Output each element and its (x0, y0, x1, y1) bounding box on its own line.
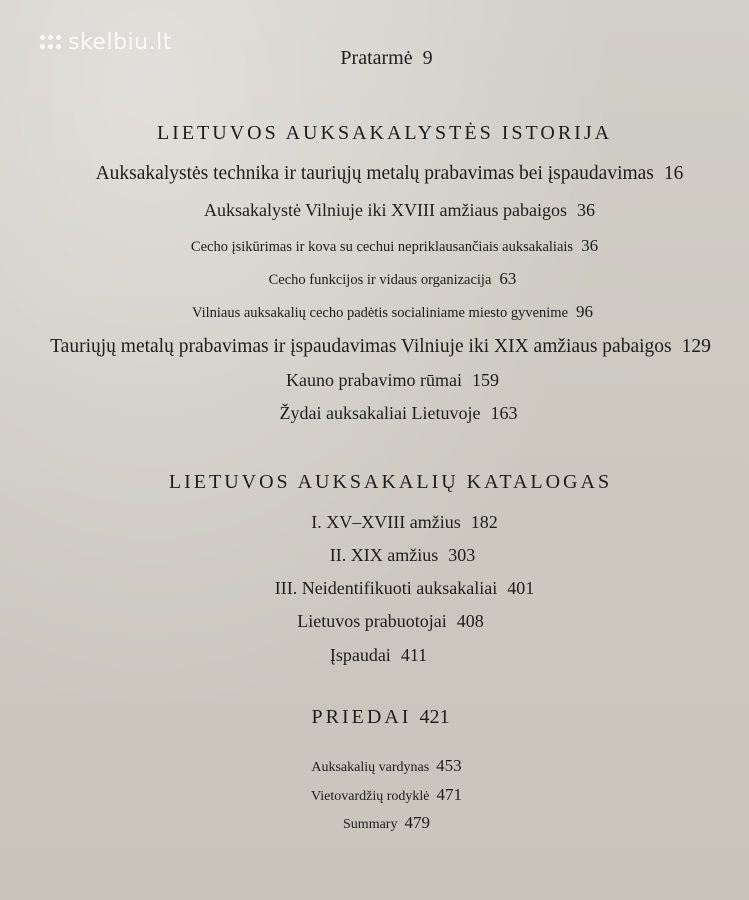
toc-entry-page: 303 (448, 545, 476, 565)
toc-entry-title: Auksakalystė Vilniuje iki XVIII amžiaus pabaigos (203, 200, 567, 220)
toc-entry (0, 578, 749, 599)
toc-entry-title: Įspaudai (329, 645, 391, 665)
toc-entry (0, 163, 749, 185)
toc-entry-page: 453 (436, 756, 462, 775)
toc-entry (0, 269, 749, 289)
toc-entry-title: Žydai auksakaliai Lietuvoje (279, 403, 481, 423)
toc-entry-page: 129 (681, 336, 711, 357)
toc-entry (0, 785, 749, 805)
toc-entry-page: 401 (507, 578, 535, 598)
toc-entry-title: Vietovardžių rodyklė (310, 789, 430, 804)
toc-entry-page: 96 (576, 302, 594, 321)
toc-entry-page: 36 (581, 236, 599, 255)
section-heading-title: PRIEDAI (311, 706, 412, 728)
section-heading-appendices (0, 706, 749, 729)
toc-entry-title: II. XIX amžius (329, 545, 439, 565)
toc-entry-page: 9 (422, 47, 433, 69)
toc-entry (0, 645, 749, 666)
toc-entry-page: 479 (404, 813, 430, 832)
toc-entry (0, 370, 749, 391)
toc-entry-title: Pratarmė (340, 47, 413, 69)
watermark-text: skelbiu.lt (68, 30, 172, 55)
toc-entry-title: Lietuvos prabuotojai (297, 611, 447, 631)
toc-entry-title: Kauno prabavimo rūmai (286, 370, 462, 390)
toc-entry-page: 16 (663, 163, 684, 184)
toc-entry (0, 813, 749, 833)
toc-entry-title: I. XV–XVIII amžius (311, 512, 461, 532)
section-heading-catalog: LIETUVOS AUKSAKALIŲ KATALOGAS (168, 471, 613, 493)
toc-entry-title: Auksakalių vardynas (311, 760, 430, 775)
toc-entry-page: 163 (490, 403, 518, 423)
toc-entry-page: 159 (471, 370, 499, 390)
toc-entry-page: 411 (400, 645, 428, 665)
toc-entry-page: 408 (456, 611, 484, 631)
toc-entry-page: 36 (577, 200, 595, 220)
toc-entry-title: Tauriųjų metalų prabavimas ir įspaudavimas Vilniuje iki XIX amžiaus pabaigos (50, 336, 672, 357)
toc-entry (0, 403, 749, 424)
toc-entry-title: Cecho funkcijos ir vidaus organizacija (268, 272, 492, 288)
toc-entry-page: 471 (436, 785, 462, 804)
toc-entry-page: 182 (470, 512, 498, 532)
toc-entry-title: Cecho įsikūrimas ir kova su cechui nepriklausančiais auksakaliais (190, 239, 574, 255)
toc-entry (0, 302, 749, 322)
toc-entry (0, 611, 749, 632)
toc-entry (0, 512, 749, 533)
toc-entry-title: Summary (343, 817, 398, 832)
section-heading-page: 421 (419, 706, 450, 728)
toc-entry-title: Vilniaus auksakalių cecho padėtis socialiniame miesto gyvenime (191, 305, 569, 321)
toc-entry-title: Auksakalystės technika ir tauriųjų metalų prabavimas bei įspaudavimas (95, 163, 654, 184)
toc-entry (0, 545, 749, 566)
section-heading-history: LIETUVOS AUKSAKALYSTĖS ISTORIJA (156, 122, 613, 144)
toc-entry-title: III. Neidentifikuoti auksakaliai (274, 578, 498, 598)
toc-entry (0, 336, 749, 358)
toc-entry (0, 756, 749, 776)
toc-entry (0, 200, 749, 221)
toc-entry-page: 63 (499, 269, 517, 288)
toc-entry-pratarme (0, 47, 749, 70)
toc-entry (0, 236, 749, 256)
